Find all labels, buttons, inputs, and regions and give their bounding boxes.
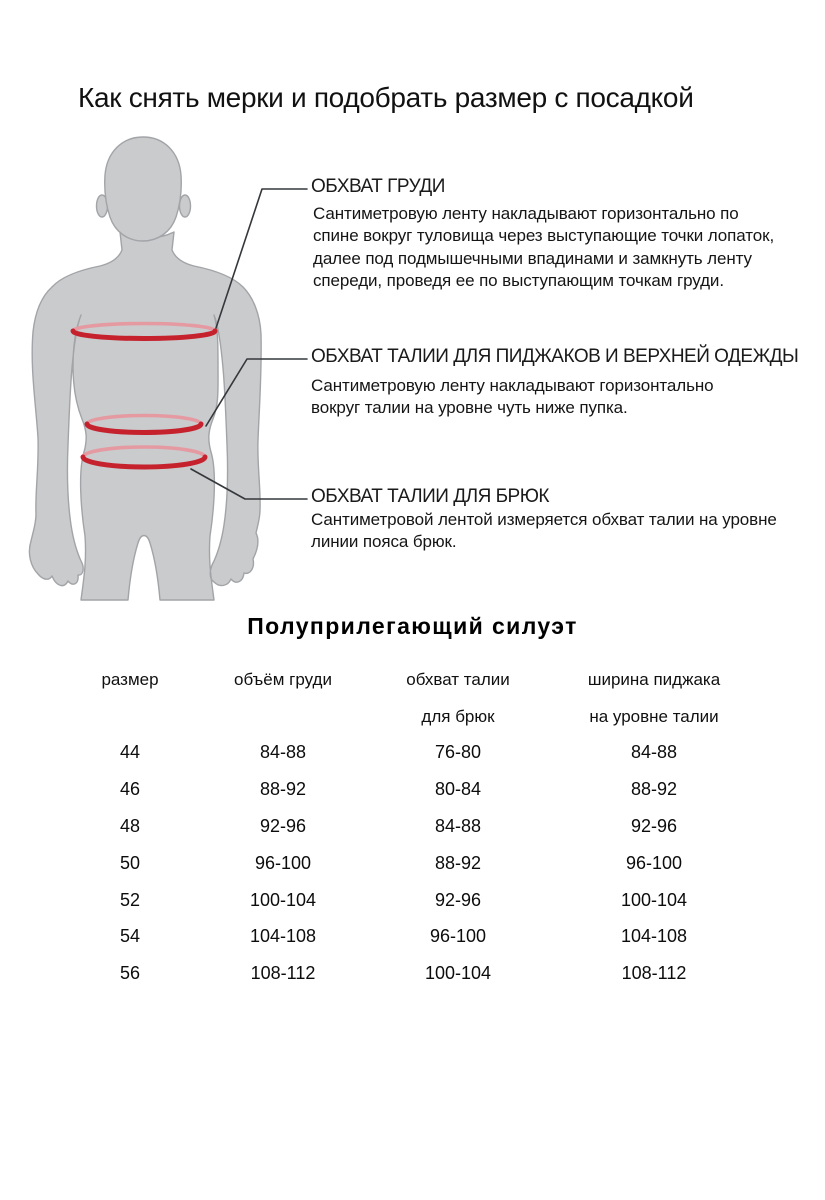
section-heading-waist-jackets: ОБХВАТ ТАЛИИ ДЛЯ ПИДЖАКОВ И ВЕРХНЕЙ ОДЕЖДЫ: [311, 346, 799, 367]
header-cell-jacket-width: ширина пиджака: [587, 670, 721, 689]
section-text-line: далее под подмышечными впадинами и замкнуть ленту: [313, 248, 752, 268]
size-table-header: [60, 670, 758, 744]
section-text-line: линии пояса брюк.: [311, 532, 457, 552]
section-text-line: спине вокруг туловища через выступающие точки лопаток,: [313, 226, 775, 246]
header-cell-waist: обхват талии: [406, 670, 510, 689]
table-cell: 108-112: [621, 963, 687, 984]
table-cell: 100-104: [620, 889, 688, 910]
table-cell: 92-96: [630, 815, 678, 836]
table-cell: 80-84: [434, 778, 482, 799]
header-cell-waist-sub: для брюк: [421, 707, 495, 726]
head-shape: [105, 137, 182, 241]
table-cell: 88-92: [630, 778, 678, 799]
right-ear-shape: [180, 195, 191, 217]
section-heading-chest: ОБХВАТ ГРУДИ: [311, 176, 445, 197]
table-cell: 92-96: [259, 815, 307, 836]
measurement-figure: [10, 120, 310, 602]
header-cell-size: размер: [101, 670, 159, 689]
table-cell: 46: [119, 778, 141, 799]
header-cell-jacket-width-sub: на уровне талии: [589, 707, 719, 726]
table-cell: 84-88: [434, 815, 482, 836]
table-cell: 76-80: [434, 742, 482, 762]
table-cell: 92-96: [434, 889, 482, 910]
table-cell: 84-88: [630, 742, 678, 762]
table-cell: 104-108: [620, 926, 688, 947]
section-text-chest: [313, 203, 774, 293]
header-cell-chest: объём груди: [234, 670, 332, 689]
table-cell: 52: [119, 889, 141, 910]
table-cell: 100-104: [249, 889, 317, 910]
table-cell: 100-104: [424, 963, 492, 984]
section-heading-waist-trousers: ОБХВАТ ТАЛИИ ДЛЯ БРЮК: [311, 486, 549, 507]
table-title: Полуприлегающий силуэт: [247, 613, 578, 639]
table-cell: 48: [119, 815, 141, 836]
table-cell: 96-100: [429, 926, 487, 947]
table-cell: 108-112: [250, 963, 316, 984]
section-text-waist-jackets: [311, 375, 713, 420]
section-text-line: вокруг талии на уровне чуть ниже пупка.: [311, 398, 628, 418]
table-cell: 54: [119, 926, 141, 947]
table-cell: 84-88: [259, 742, 307, 762]
section-text-line: Сантиметровую ленту накладывают горизонтально: [311, 376, 714, 395]
section-text-line: спереди, проведя ее по выступающим точкам груди.: [313, 271, 724, 291]
table-cell: 56: [119, 963, 141, 984]
table-cell: 50: [119, 852, 141, 873]
table-cell: 44: [119, 742, 141, 762]
table-cell: 88-92: [259, 778, 307, 799]
table-cell: 96-100: [254, 852, 312, 873]
section-text-line: Сантиметровой лентой измеряется обхват талии на уровне: [311, 510, 777, 529]
table-cell: 104-108: [249, 926, 317, 947]
size-table-body: [60, 742, 758, 1000]
page-title: Как снять мерки и подобрать размер с посадкой: [78, 82, 694, 113]
table-cell: 88-92: [434, 852, 482, 873]
section-text-waist-trousers: [311, 509, 777, 554]
table-cell: 96-100: [625, 852, 683, 873]
section-text-line: Сантиметровую ленту накладывают горизонтально по: [313, 204, 739, 223]
